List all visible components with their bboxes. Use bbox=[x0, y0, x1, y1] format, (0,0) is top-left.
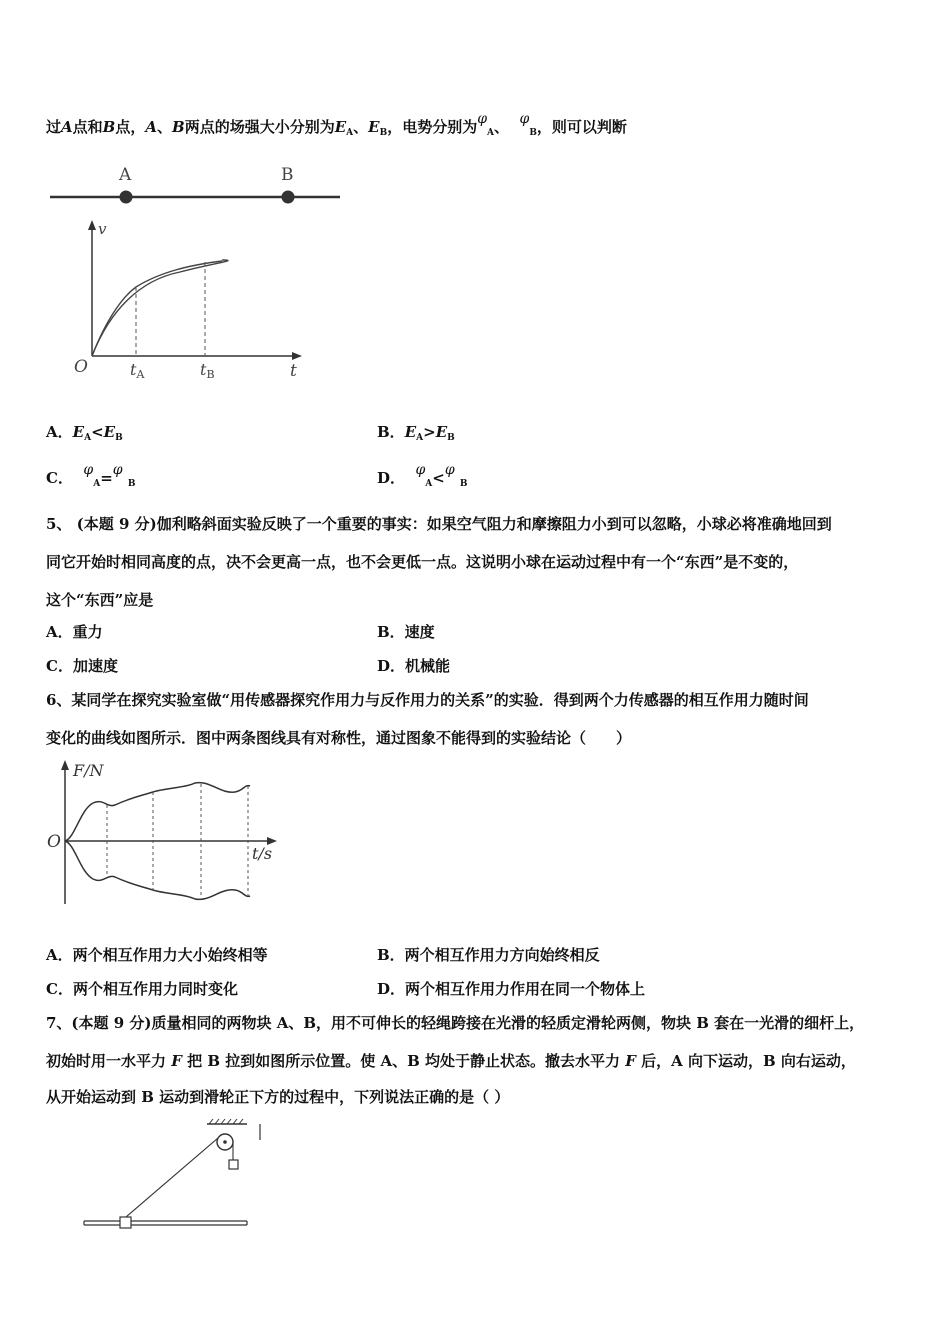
q5-line-2: 同它开始时相同高度的点，决不会更高一点，也不会更低一点。这说明小球在运动过程中有一个“东西”是不变的， bbox=[46, 553, 799, 571]
q4-option-a[interactable]: A．$E_A<E_B$ bbox=[46, 423, 123, 443]
q6-option-a[interactable]: A．两个相互作用力大小始终相等 bbox=[46, 946, 268, 964]
v-axis-arrow-icon bbox=[88, 220, 96, 230]
q5-option-c[interactable]: C．加速度 bbox=[46, 657, 118, 675]
q7-pulley-figure bbox=[84, 1118, 254, 1233]
q4-option-c[interactable]: C． $\varphi_A=\varphi$ $_B$ bbox=[46, 462, 136, 489]
f-axis-arrow-icon bbox=[61, 760, 69, 770]
q5-line-1: 5、 (本题 9 分)伽利略斜面实验反映了一个重要的事实：如果空气阻力和摩擦阻力小到可以忽略，小球必将准确地回到 bbox=[46, 515, 832, 533]
pulley-axle bbox=[223, 1140, 227, 1144]
q6-option-c[interactable]: C．两个相互作用力同时变化 bbox=[46, 980, 238, 998]
point-a-label: A bbox=[119, 165, 132, 185]
force-curve-upper bbox=[65, 783, 250, 841]
rope-to-b bbox=[126, 1138, 218, 1217]
force-curve-lower bbox=[65, 841, 250, 899]
q6-line-2: 变化的曲线如图所示．图中两条图线具有对称性，通过图象不能得到的实验结论（ ） bbox=[46, 729, 632, 747]
velocity-curve bbox=[92, 260, 228, 356]
q4-option-d[interactable]: D． $\varphi_A<\varphi$ $_B$ bbox=[377, 462, 468, 489]
q7-line-3: 从开始运动到 B 运动到滑轮正下方的过程中，下列说法正确的是（ ） bbox=[46, 1088, 510, 1106]
block-b bbox=[120, 1217, 131, 1228]
q6-option-b[interactable]: B．两个相互作用力方向始终相反 bbox=[377, 946, 600, 964]
q4-field-line-figure bbox=[50, 160, 350, 220]
t-axis-arrow-icon bbox=[292, 352, 302, 360]
block-a bbox=[229, 1160, 238, 1169]
t-axis-label: t/s bbox=[252, 844, 273, 863]
t-b-label: tB bbox=[200, 360, 215, 381]
velocity-curve-main bbox=[92, 261, 222, 356]
q5-option-b[interactable]: B．速度 bbox=[377, 623, 435, 641]
t-a-label: tA bbox=[130, 360, 145, 381]
q5-option-d[interactable]: D．机械能 bbox=[377, 657, 451, 675]
q6-option-d[interactable]: D．两个相互作用力作用在同一个物体上 bbox=[377, 980, 646, 998]
origin-label: O bbox=[47, 832, 61, 852]
f-axis-label: F/N bbox=[73, 761, 104, 780]
point-b-label: B bbox=[281, 165, 294, 185]
q4-vt-graph bbox=[70, 220, 310, 385]
q7-line-1: 7、(本题 9 分)质量相同的两物块 A、B，用不可伸长的轻绳跨接在光滑的轻质定滑轮两侧，物块 B 套在一光滑的细杆上， bbox=[46, 1014, 865, 1032]
v-axis-label: v bbox=[98, 220, 107, 238]
q5-option-a[interactable]: A．重力 bbox=[46, 623, 103, 641]
q5-line-3: 这个“东西”应是 bbox=[46, 591, 154, 609]
q6-line-1: 6、某同学在探究实验室做“用传感器探究作用力与反作用力的关系”的实验．得到两个力传感器的相互作用力随时间 bbox=[46, 691, 809, 709]
q7-line-2: 初始时用一水平力 F 把 B 拉到如图所示位置。使 A、B 均处于静止状态。撤去水平力 F 后，A 向下运动，B 向右运动， bbox=[46, 1052, 856, 1070]
origin-label: O bbox=[74, 357, 88, 377]
q4-option-b[interactable]: B．$E_A>E_B$ bbox=[377, 423, 455, 443]
q6-force-graph bbox=[45, 758, 285, 908]
point-b bbox=[282, 191, 295, 204]
t-axis-label: t bbox=[290, 361, 297, 381]
q4-stem: 过A点和B点，A、B两点的场强大小分别为$E_A$、$E_B$，电势分别为$\varphi_A$、 $\varphi_B$，则可以判断 bbox=[46, 111, 627, 138]
point-a bbox=[120, 191, 133, 204]
